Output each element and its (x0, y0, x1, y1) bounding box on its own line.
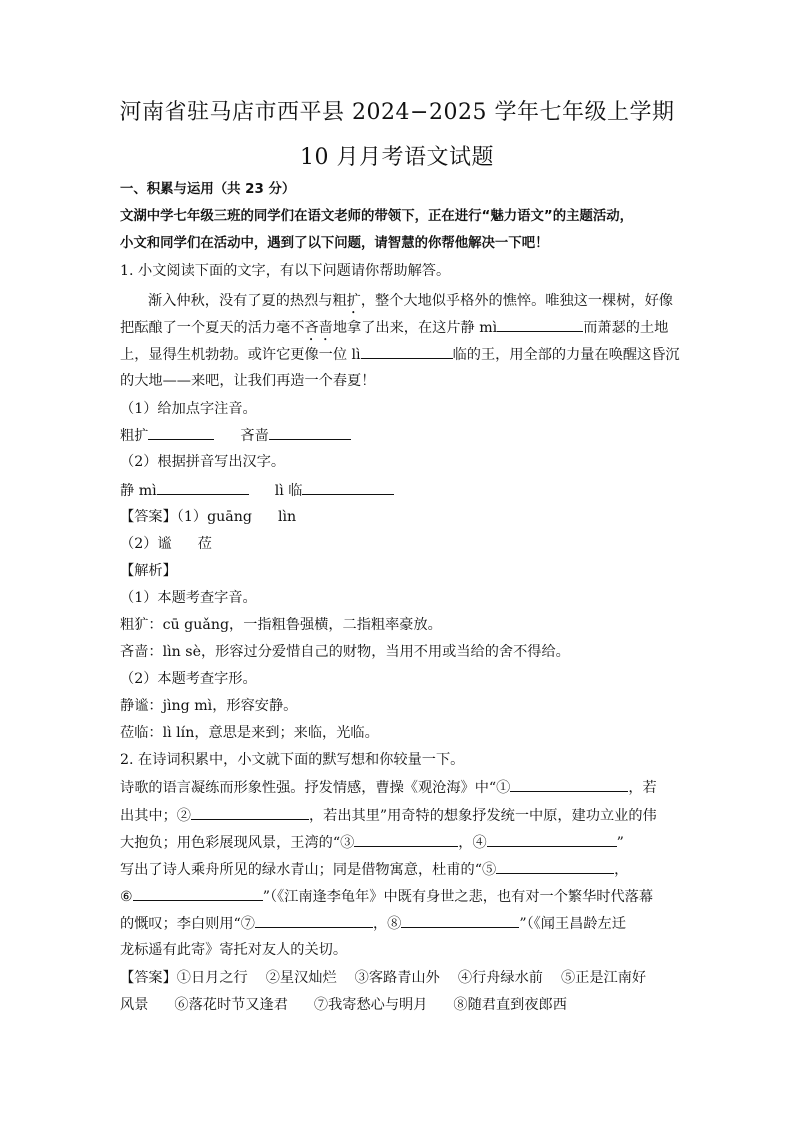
q1-analysis-4: （2）本题考查字形。 (120, 671, 257, 687)
q1-answer-line1 (120, 507, 680, 527)
blank-5[interactable] (496, 859, 614, 874)
blank-hanzi-2[interactable] (302, 480, 394, 495)
word-label: lì 临 (274, 483, 303, 499)
q1-sub1: （1）给加点字注音。 (120, 401, 257, 417)
answer-item: 风景 (120, 997, 149, 1013)
blank-2[interactable] (191, 805, 309, 820)
doc-title-line1: 河南省驻马店市西平县 2024−2025 学年七年级上学期 (119, 100, 675, 125)
passage-text: 而萧瑟的土地 (583, 320, 669, 336)
answer-item: ⑤正是江南好 (560, 970, 647, 986)
answer-text: （1）guāng (176, 509, 252, 525)
passage-text: 临的王，用全部的力量在唤醒这昏沉 (452, 347, 680, 363)
answer-item: ③客路青山外 (354, 970, 440, 986)
poem-text: ⑥ (120, 889, 133, 905)
q2-prompt: 2. 在诗词积累中，小文就下面的默写想和你较量一下。 (120, 752, 465, 768)
answer-label: 【答案】 (120, 509, 177, 525)
q1-answer-line2 (120, 534, 680, 554)
answer-text: （2）谧 (120, 536, 172, 552)
answer-item: ②星汉灿烂 (265, 970, 337, 986)
word-label: 静 mì (120, 483, 157, 499)
answer-item: ④行舟绿水前 (457, 970, 543, 986)
passage-text: 渐入仲秋，没有了夏的热烈与粗 (148, 293, 347, 309)
passage-text: 把酝酿了一个夏天的活力毫不 (120, 320, 305, 336)
q2-line4 (120, 859, 680, 880)
blank-pinyin-1[interactable] (148, 425, 214, 440)
intro-line-2: 小文和同学们在活动中，遇到了以下问题，请智慧的你帮他解决一下吧！ (120, 236, 549, 251)
blank-1[interactable] (510, 777, 628, 792)
q1-analysis-1: （1）本题考查字音。 (120, 590, 257, 606)
q1-analysis-2: 粗犷：cū guǎng，一指粗鲁强横，二指粗率豪放。 (120, 617, 442, 633)
answer-item: ⑦我寄愁心与明月 (313, 997, 428, 1013)
answer-label: 【答案】 (120, 970, 177, 986)
poem-text: 大抱负；用色彩展现风景，王湾的“③ (120, 835, 355, 851)
q2-line6 (120, 913, 680, 934)
q2-line1 (120, 777, 680, 798)
poem-text: ，若出其里”用奇特的想象抒发统一中原，建功立业的伟 (308, 808, 657, 824)
q1-analysis-label: 【解析】 (120, 563, 177, 579)
q2-answer-row1 (120, 968, 680, 988)
poem-text: ，⑧ (372, 916, 402, 932)
section-heading: 一、积累与运用（共 23 分） (120, 182, 296, 197)
q1-prompt: 1. 小文阅读下面的文字，有以下问题请你帮助解答。 (120, 263, 451, 279)
passage-text: 上，显得生机勃勃。或许它更像一位 lì (120, 347, 361, 363)
intro-line-1: 文湖中学七年级三班的同学们在语文老师的带领下，正在进行“魅力语文”的主题活动， (120, 209, 634, 224)
poem-text: ” (616, 835, 624, 851)
blank-mi[interactable] (497, 317, 583, 332)
poem-text: ，④ (458, 835, 487, 851)
dotted-char: 扩 (346, 293, 361, 309)
q2-line3 (120, 832, 680, 853)
q1-sub2: （2）根据拼音写出汉字。 (120, 454, 286, 470)
q1-analysis-5: 静谧：jìng mì，形容安静。 (120, 698, 298, 714)
blank-li[interactable] (361, 344, 453, 359)
passage-text: ，整个大地似乎格外的憔悴。唯独这一棵树，好像 (360, 293, 673, 309)
poem-text: 诗歌的语言凝练而形象性强。抒发情感，曹操《观沧海》中“① (120, 780, 511, 796)
blank-8[interactable] (401, 913, 519, 928)
blank-7[interactable] (255, 913, 373, 928)
blank-3[interactable] (354, 832, 458, 847)
word-label: 吝啬 (240, 428, 269, 444)
poem-text: ”（《闻王昌龄左迁 (519, 916, 626, 932)
answer-item: ⑥落花时节又逢君 (174, 997, 288, 1013)
poem-text: ”（《江南逢李龟年》中既有身世之悲，也有对一个繁华时代落幕 (262, 889, 654, 905)
poem-text: 的慨叹；李白则用“⑦ (120, 916, 255, 932)
q1-analysis-3: 吝啬：lìn sè，形容过分爱惜自己的财物，当用不用或当给的舍不得给。 (120, 644, 570, 660)
q2-line2 (120, 805, 680, 826)
q2-line7: 龙标遥有此寄》寄托对友人的关切。 (120, 942, 348, 958)
poem-text: 写出了诗人乘舟所见的绿水青山；同是借物寓意，杜甫的“⑤ (120, 862, 497, 878)
answer-text: lìn (277, 509, 297, 525)
q1-passage-line1 (148, 291, 708, 317)
blank-6[interactable] (133, 886, 263, 901)
q1-analysis-6: 莅临：lì lín，意思是来到；来临，光临。 (120, 725, 379, 741)
poem-text: ， (614, 862, 629, 878)
blank-hanzi-1[interactable] (157, 480, 249, 495)
blank-pinyin-2[interactable] (269, 425, 351, 440)
poem-text: ，若 (628, 780, 657, 796)
q2-answer-row2 (120, 995, 680, 1015)
blank-4[interactable] (487, 832, 617, 847)
q1-passage-line2 (120, 317, 680, 344)
q1-sub1-blanks (120, 425, 680, 446)
dotted-char: 吝啬 (304, 320, 333, 336)
answer-text: 莅 (197, 536, 212, 552)
q1-passage-line3 (120, 344, 680, 365)
q1-sub2-blanks (120, 480, 680, 501)
word-label: 粗扩 (120, 428, 149, 444)
q1-passage-line4: 的大地——来吧，让我们再造一个春夏！ (120, 373, 376, 389)
answer-item: ①日月之行 (176, 970, 248, 986)
passage-text: 地拿了出来，在这片静 mì (332, 320, 498, 336)
answer-item: ⑧随君直到夜郎西 (453, 997, 567, 1013)
doc-title-line2: 10 月月考语文试题 (300, 145, 494, 170)
q2-line5 (120, 886, 680, 907)
poem-text: 出其中；② (120, 808, 191, 824)
